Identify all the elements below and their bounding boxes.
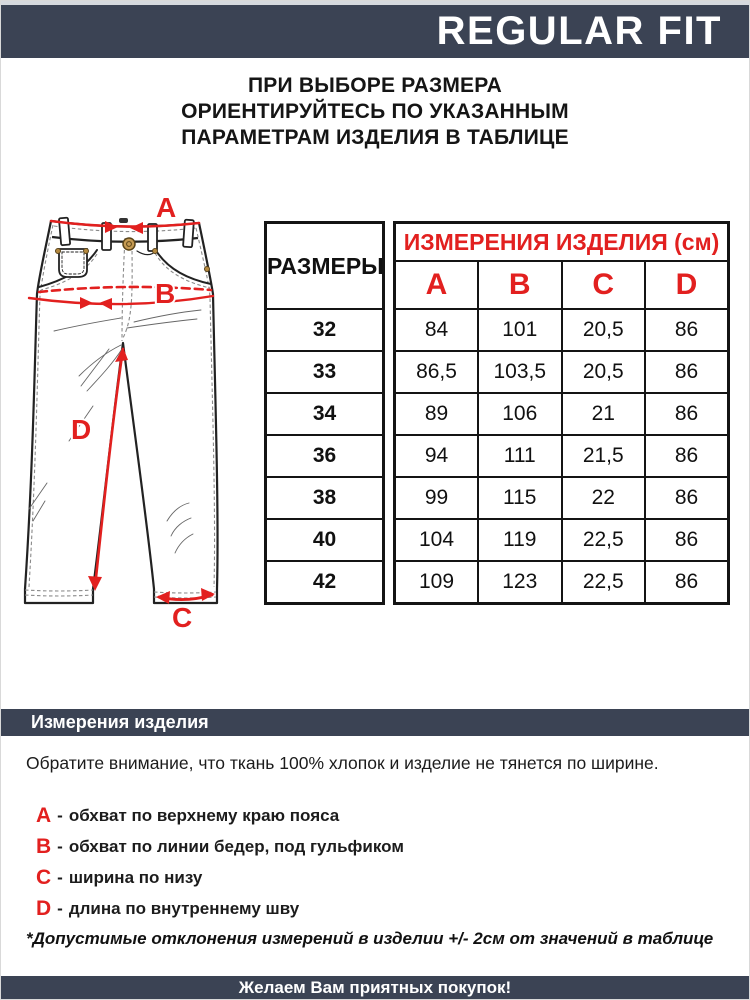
value-cell: 86 bbox=[645, 309, 729, 351]
measurements-header: ИЗМЕРЕНИЯ ИЗДЕЛИЯ (см) bbox=[395, 223, 729, 262]
value-cell: 21,5 bbox=[562, 435, 646, 477]
footer-message: Желаем Вам приятных покупок! bbox=[238, 978, 512, 997]
value-cell: 86 bbox=[645, 519, 729, 561]
rivet bbox=[84, 249, 89, 254]
value-cell: 109 bbox=[395, 561, 479, 604]
waist-button-top bbox=[119, 218, 128, 223]
value-cell: 86,5 bbox=[395, 351, 479, 393]
legend-separator: - bbox=[57, 836, 63, 856]
column-header-d: D bbox=[645, 261, 729, 309]
value-cell: 99 bbox=[395, 477, 479, 519]
table-row bbox=[266, 435, 384, 477]
legend-text: обхват по верхнему краю пояса bbox=[68, 805, 340, 825]
size-cell: 40 bbox=[266, 519, 384, 561]
value-cell: 21 bbox=[562, 393, 646, 435]
legend-letter: D bbox=[36, 896, 52, 920]
value-cell: 86 bbox=[645, 351, 729, 393]
measure-label-a: A bbox=[156, 192, 177, 223]
value-cell: 89 bbox=[395, 393, 479, 435]
table-row bbox=[266, 393, 384, 435]
sizes-table bbox=[264, 221, 385, 605]
table-row bbox=[266, 309, 384, 351]
jeans-drawing bbox=[9, 191, 249, 651]
measurement-legend bbox=[36, 800, 404, 924]
table-row bbox=[395, 561, 729, 604]
legend-item-b bbox=[36, 831, 404, 862]
value-cell: 94 bbox=[395, 435, 479, 477]
value-cell: 104 bbox=[395, 519, 479, 561]
table-row bbox=[266, 519, 384, 561]
table-row bbox=[395, 351, 729, 393]
section-header bbox=[1, 709, 749, 736]
value-cell: 22 bbox=[562, 477, 646, 519]
column-header-a: A bbox=[395, 261, 479, 309]
legend-letter: A bbox=[36, 803, 52, 827]
fit-title: REGULAR FIT bbox=[436, 9, 722, 53]
section-title: Измерения изделия bbox=[31, 712, 209, 732]
value-cell: 20,5 bbox=[562, 351, 646, 393]
value-cell: 103,5 bbox=[478, 351, 562, 393]
intro-line-3: ПАРАМЕТРАМ ИЗДЕЛИЯ В ТАБЛИЦЕ bbox=[181, 126, 569, 149]
value-cell: 123 bbox=[478, 561, 562, 604]
value-cell: 22,5 bbox=[562, 561, 646, 604]
value-cell: 101 bbox=[478, 309, 562, 351]
table-row bbox=[395, 309, 729, 351]
table-row bbox=[266, 351, 384, 393]
legend-letter: C bbox=[36, 865, 52, 889]
value-cell: 86 bbox=[645, 561, 729, 604]
value-cell: 86 bbox=[645, 477, 729, 519]
size-cell: 42 bbox=[266, 561, 384, 604]
value-cell: 106 bbox=[478, 393, 562, 435]
rivet bbox=[153, 249, 158, 254]
measure-label-d: D bbox=[71, 414, 92, 445]
coin-pocket bbox=[59, 249, 87, 277]
table-row bbox=[395, 435, 729, 477]
rivet bbox=[56, 249, 61, 254]
rivet bbox=[205, 267, 210, 272]
fit-banner bbox=[1, 5, 749, 58]
value-cell: 111 bbox=[478, 435, 562, 477]
intro-line-2: ОРИЕНТИРУЙТЕСЬ ПО УКАЗАННЫМ bbox=[181, 100, 569, 123]
jeans-button bbox=[123, 238, 135, 250]
measurements-table bbox=[393, 221, 730, 605]
legend-text: ширина по низу bbox=[68, 867, 203, 887]
table-row bbox=[395, 477, 729, 519]
intro-heading bbox=[1, 73, 749, 151]
table-row bbox=[395, 519, 729, 561]
legend-separator: - bbox=[57, 867, 63, 887]
table-row bbox=[266, 561, 384, 604]
legend-item-a bbox=[36, 800, 404, 831]
legend-separator: - bbox=[57, 805, 63, 825]
table-row bbox=[266, 477, 384, 519]
legend-letter: B bbox=[36, 834, 52, 858]
column-header-row bbox=[395, 261, 729, 309]
value-cell: 119 bbox=[478, 519, 562, 561]
sizes-header: РАЗМЕРЫ bbox=[266, 223, 384, 310]
jeans-outline bbox=[25, 221, 218, 603]
jeans-diagram bbox=[9, 191, 249, 651]
size-cell: 36 bbox=[266, 435, 384, 477]
legend-text: обхват по линии бедер, под гульфиком bbox=[68, 836, 404, 856]
notice-text: Обратите внимание, что ткань 100% хлопок и изделие не тянется по ширине. bbox=[26, 753, 659, 773]
intro-line-1: ПРИ ВЫБОРЕ РАЗМЕРА bbox=[248, 74, 502, 97]
legend-separator: - bbox=[57, 898, 63, 918]
legend-text: длина по внутреннему шву bbox=[68, 898, 300, 918]
footer-banner bbox=[1, 976, 749, 999]
size-cell: 33 bbox=[266, 351, 384, 393]
column-header-b: B bbox=[478, 261, 562, 309]
value-cell: 22,5 bbox=[562, 519, 646, 561]
measure-label-c: C bbox=[172, 602, 193, 633]
value-cell: 84 bbox=[395, 309, 479, 351]
legend-item-d bbox=[36, 893, 404, 924]
column-header-c: C bbox=[562, 261, 646, 309]
size-cell: 34 bbox=[266, 393, 384, 435]
value-cell: 86 bbox=[645, 435, 729, 477]
legend-item-c bbox=[36, 862, 404, 893]
size-cell: 38 bbox=[266, 477, 384, 519]
value-cell: 20,5 bbox=[562, 309, 646, 351]
measure-label-b: B bbox=[155, 278, 176, 309]
value-cell: 86 bbox=[645, 393, 729, 435]
disclaimer-text: *Допустимые отклонения измерений в изделии +/- 2см от значений в таблице bbox=[26, 929, 714, 948]
table-row bbox=[395, 393, 729, 435]
value-cell: 115 bbox=[478, 477, 562, 519]
size-cell: 32 bbox=[266, 309, 384, 351]
